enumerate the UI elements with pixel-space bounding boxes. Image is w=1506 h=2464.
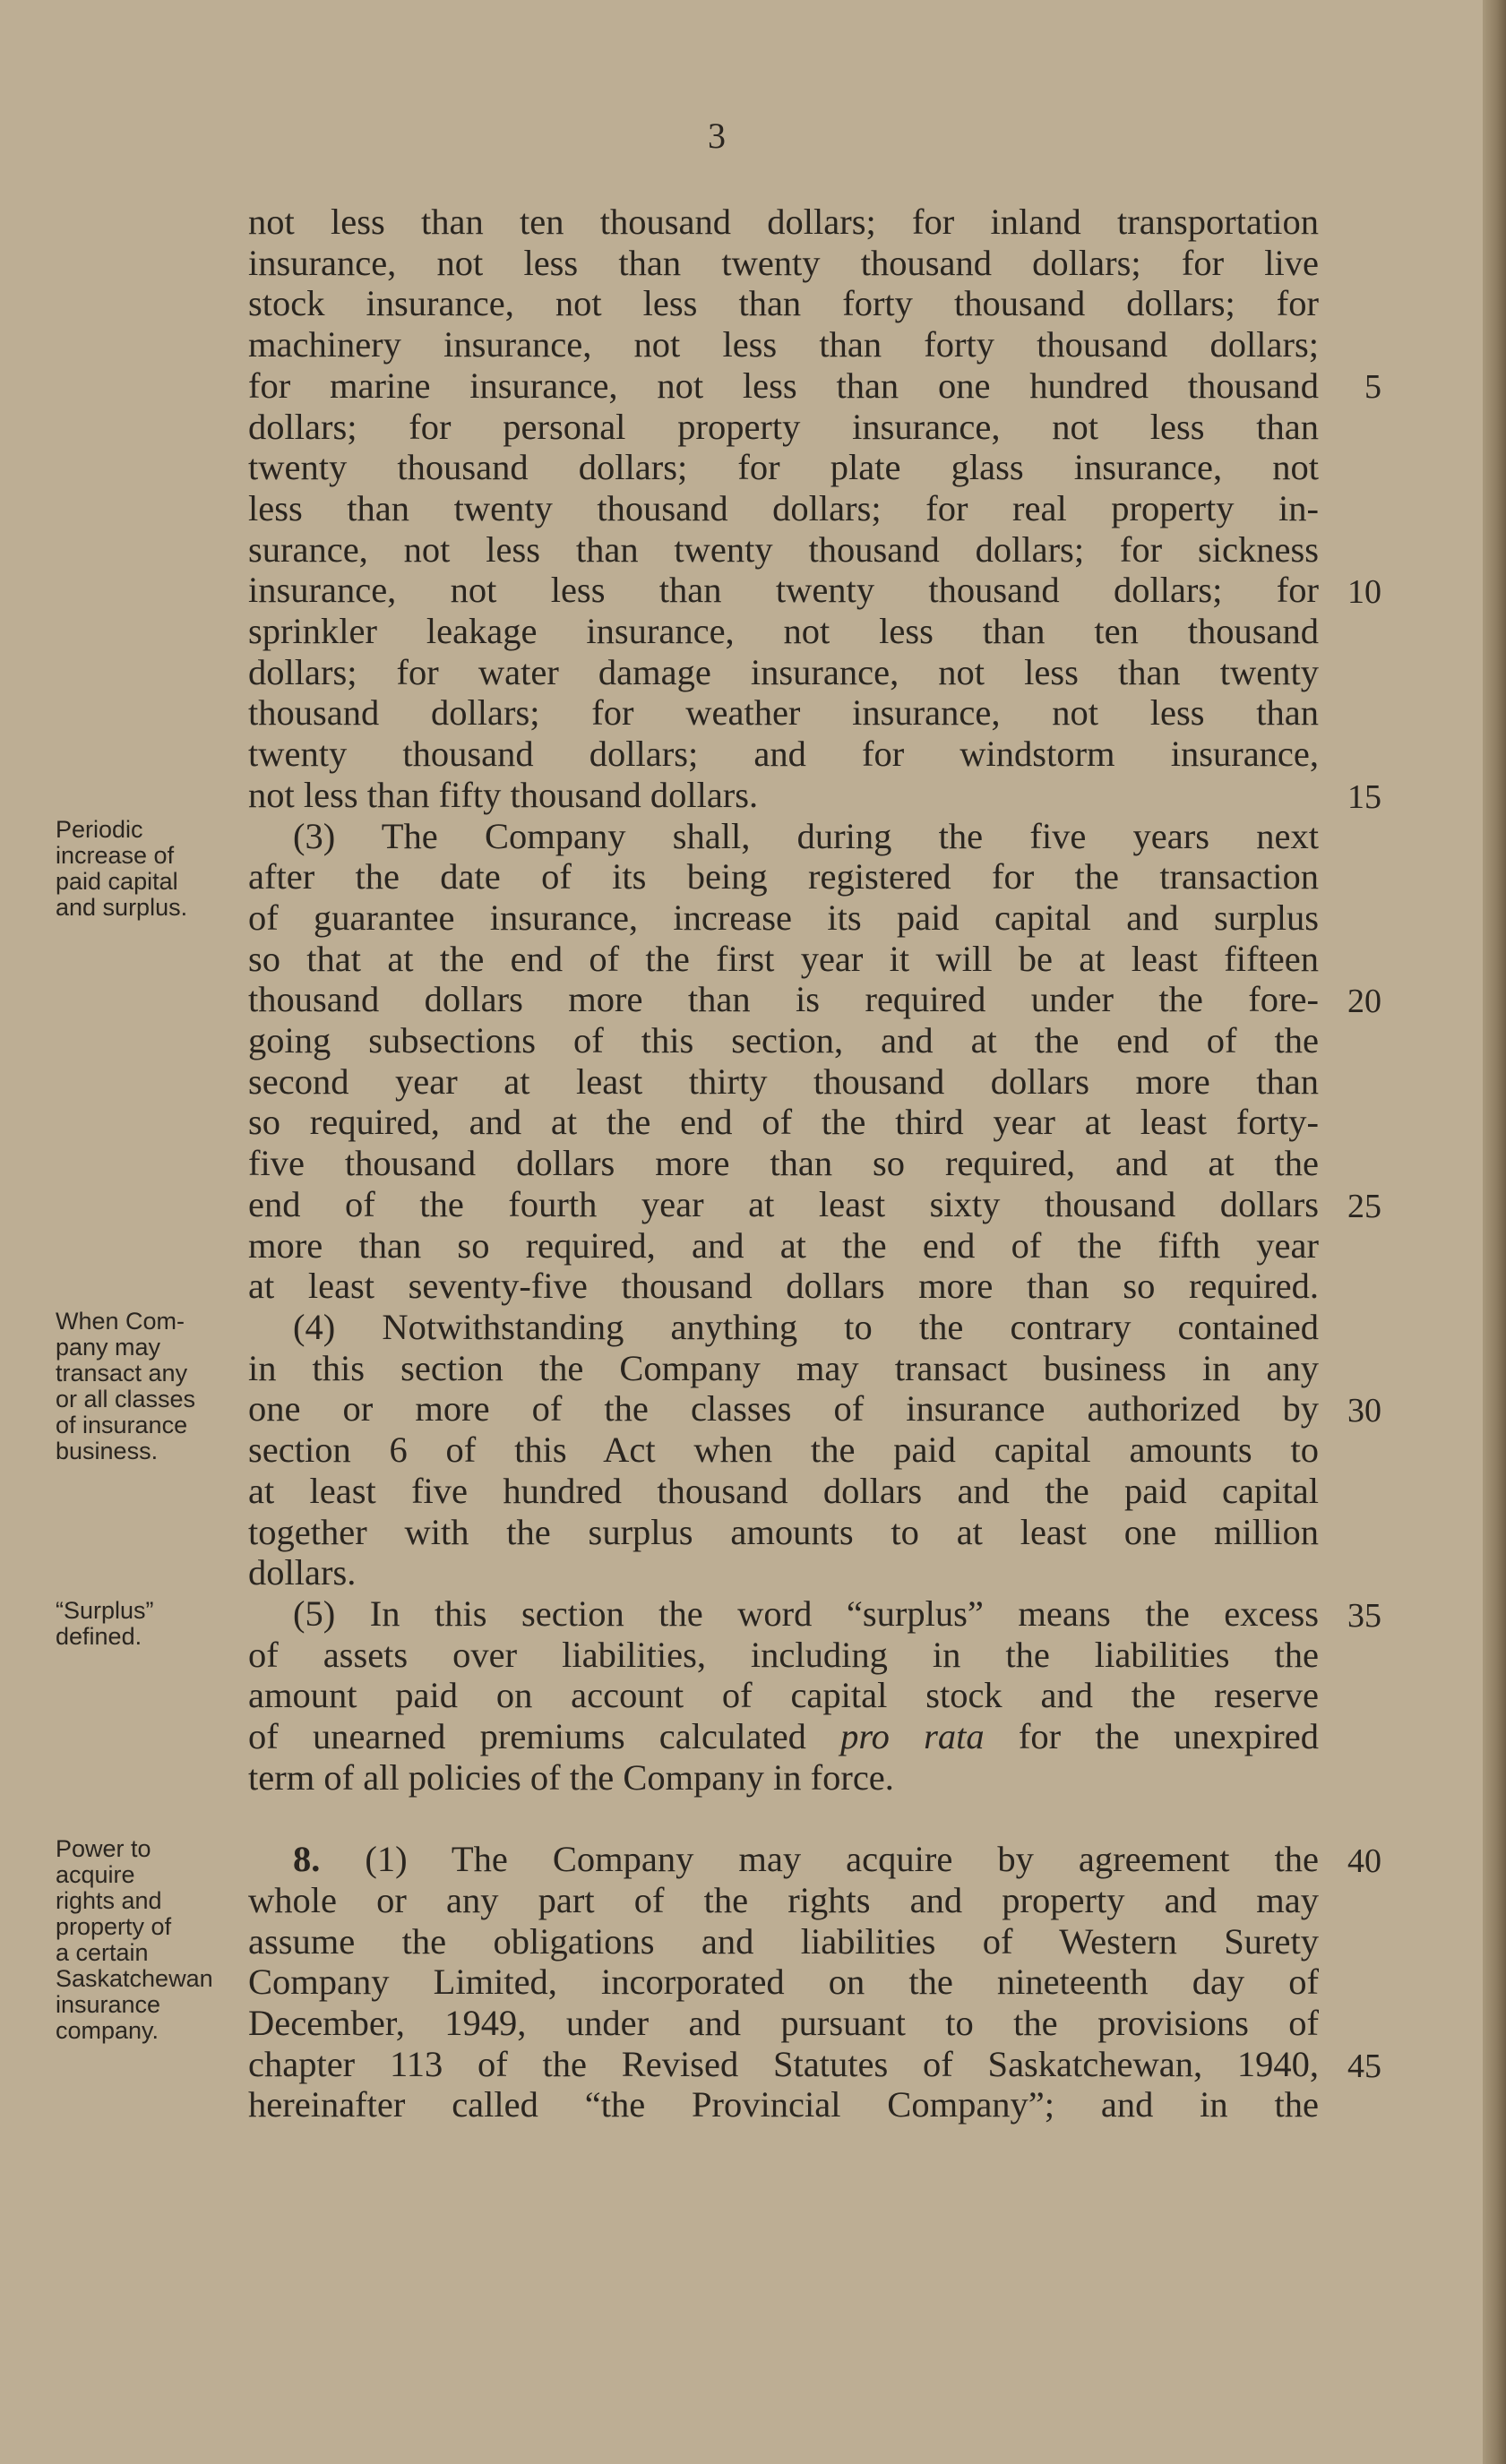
margin-note-line: company. [56,2017,159,2044]
text-line: thousand dollars more than is required under the fore- [248,979,1319,1020]
text-line: (4) Notwithstanding anything to the contrary contained [293,1306,1319,1347]
text-line: so required, and at the end of the third year at least forty- [248,1102,1319,1143]
margin-note-periodic-increase [56,817,262,921]
text-line: chapter 113 of the Revised Statutes of Saskatchewan, 1940, [248,2043,1319,2084]
text-line: of guarantee insurance, increase its paid capital and surplus [248,897,1319,938]
text-line: more than so required, and at the end of the fifth year [248,1224,1319,1266]
margin-note-line: “Surplus” [56,1597,154,1624]
margin-note-line: transact any [56,1360,188,1387]
text-line: hereinafter called “the Provincial Company”; and in the [248,2084,1319,2125]
line-number: 20 [1347,983,1381,1020]
text-line: whole or any part of the rights and property and may [248,1879,1319,1920]
margin-note-line: increase of [56,842,175,869]
line-number: 15 [1347,778,1381,816]
text-fragment: for the unexpired [1018,1716,1319,1757]
text-fragment: of unearned premiums calculated [248,1716,806,1757]
text-line: sprinkler leakage insurance, not less than ten thousand [248,611,1319,652]
margin-note-line: rights and [56,1887,162,1914]
line-number: 5 [1364,368,1381,406]
page-edge [1483,0,1506,2464]
text-line: (3) The Company shall, during the five years next [293,815,1319,856]
text-line: term of all policies of the Company in force. [248,1756,894,1798]
text-line [248,1716,1319,1757]
text-line: dollars; for personal property insurance, not less than [248,406,1319,447]
margin-note-line: or all classes [56,1386,196,1412]
margin-note-line: When Com- [56,1308,185,1335]
text-line [248,1839,1319,1880]
text-line: amount paid on account of capital stock and the reserve [248,1675,1319,1716]
margin-note-line: defined. [56,1623,142,1650]
line-number: 10 [1347,573,1381,611]
margin-note-power-to-acquire [56,1836,262,2044]
text-line: after the date of its being registered for the transaction [248,856,1319,897]
section-number: 8. [293,1839,321,1880]
margin-note-line: a certain [56,1939,149,1966]
margin-note-line: property of [56,1913,172,1940]
line-number: 35 [1347,1597,1381,1635]
line-number: 45 [1347,2048,1381,2085]
page-number: 3 [708,116,726,156]
text-line: assume the obligations and liabilities of Western Surety [248,1920,1319,1962]
text-line: together with the surplus amounts to at least one million [248,1511,1319,1552]
text-line: dollars. [248,1552,357,1593]
margin-note-line: pany may [56,1334,161,1361]
text-line: so that at the end of the first year it will be at least fifteen [248,938,1319,979]
margin-note-line: insurance [56,1991,161,2018]
text-line: in this section the Company may transact business in any [248,1347,1319,1388]
margin-note-line: and surplus. [56,894,188,921]
text-line: five thousand dollars more than so required, and at the [248,1143,1319,1184]
text-line: end of the fourth year at least sixty thousand dollars [248,1183,1319,1224]
margin-note-line: of insurance [56,1412,188,1438]
text-line: not less than fifty thousand dollars. [248,774,759,815]
margin-note-transact-business [56,1309,262,1464]
margin-note-line: business. [56,1438,159,1464]
text-line: not less than ten thousand dollars; for inland transportation [248,202,1319,242]
line-number: 40 [1347,1842,1381,1880]
text-line: one or more of the classes of insurance authorized by [248,1388,1319,1429]
text-line: insurance, not less than twenty thousand dollars; for [248,570,1319,611]
margin-note-line: acquire [56,1861,135,1888]
margin-note-line: paid capital [56,868,178,895]
text-line: twenty thousand dollars; for plate glass insurance, not [248,447,1319,488]
margin-note-line: Power to [56,1835,151,1862]
line-number: 30 [1347,1392,1381,1429]
text-line: machinery insurance, not less than forty thousand dollars; [248,324,1319,365]
text-line: of assets over liabilities, including in the liabilities the [248,1634,1319,1675]
text-line: less than twenty thousand dollars; for real property in- [248,487,1319,528]
margin-note-line: Saskatchewan [56,1965,213,1992]
text-line: surance, not less than twenty thousand dollars; for sickness [248,528,1319,570]
text-fragment: (1) The Company may acquire by agreement the [365,1839,1320,1880]
text-line: thousand dollars; for weather insurance, not less than [248,692,1319,734]
margin-note-surplus-defined [56,1598,262,1650]
text-line: at least five hundred thousand dollars and the paid capital [248,1470,1319,1511]
text-line: December, 1949, under and pursuant to the provisions of [248,2002,1319,2043]
text-line: going subsections of this section, and at the end of the [248,1020,1319,1061]
text-line: second year at least thirty thousand dollars more than [248,1060,1319,1102]
margin-note-line: Periodic [56,816,143,843]
text-line: at least seventy-five thousand dollars more than so required. [248,1266,1319,1307]
text-line: twenty thousand dollars; and for windstorm insurance, [248,734,1319,775]
line-number: 25 [1347,1188,1381,1225]
text-line: for marine insurance, not less than one hundred thousand [248,365,1319,406]
text-line: dollars; for water damage insurance, not less than twenty [248,651,1319,692]
text-line: (5) In this section the word “surplus” means the excess [293,1593,1319,1634]
body-text [248,202,1319,2125]
text-line: section 6 of this Act when the paid capital amounts to [248,1429,1319,1471]
text-line: Company Limited, incorporated on the nineteenth day of [248,1962,1319,2003]
text-line: stock insurance, not less than forty thousand dollars; for [248,283,1319,324]
text-line: insurance, not less than twenty thousand dollars; for live [248,242,1319,283]
italic-phrase: pro rata [840,1716,985,1757]
